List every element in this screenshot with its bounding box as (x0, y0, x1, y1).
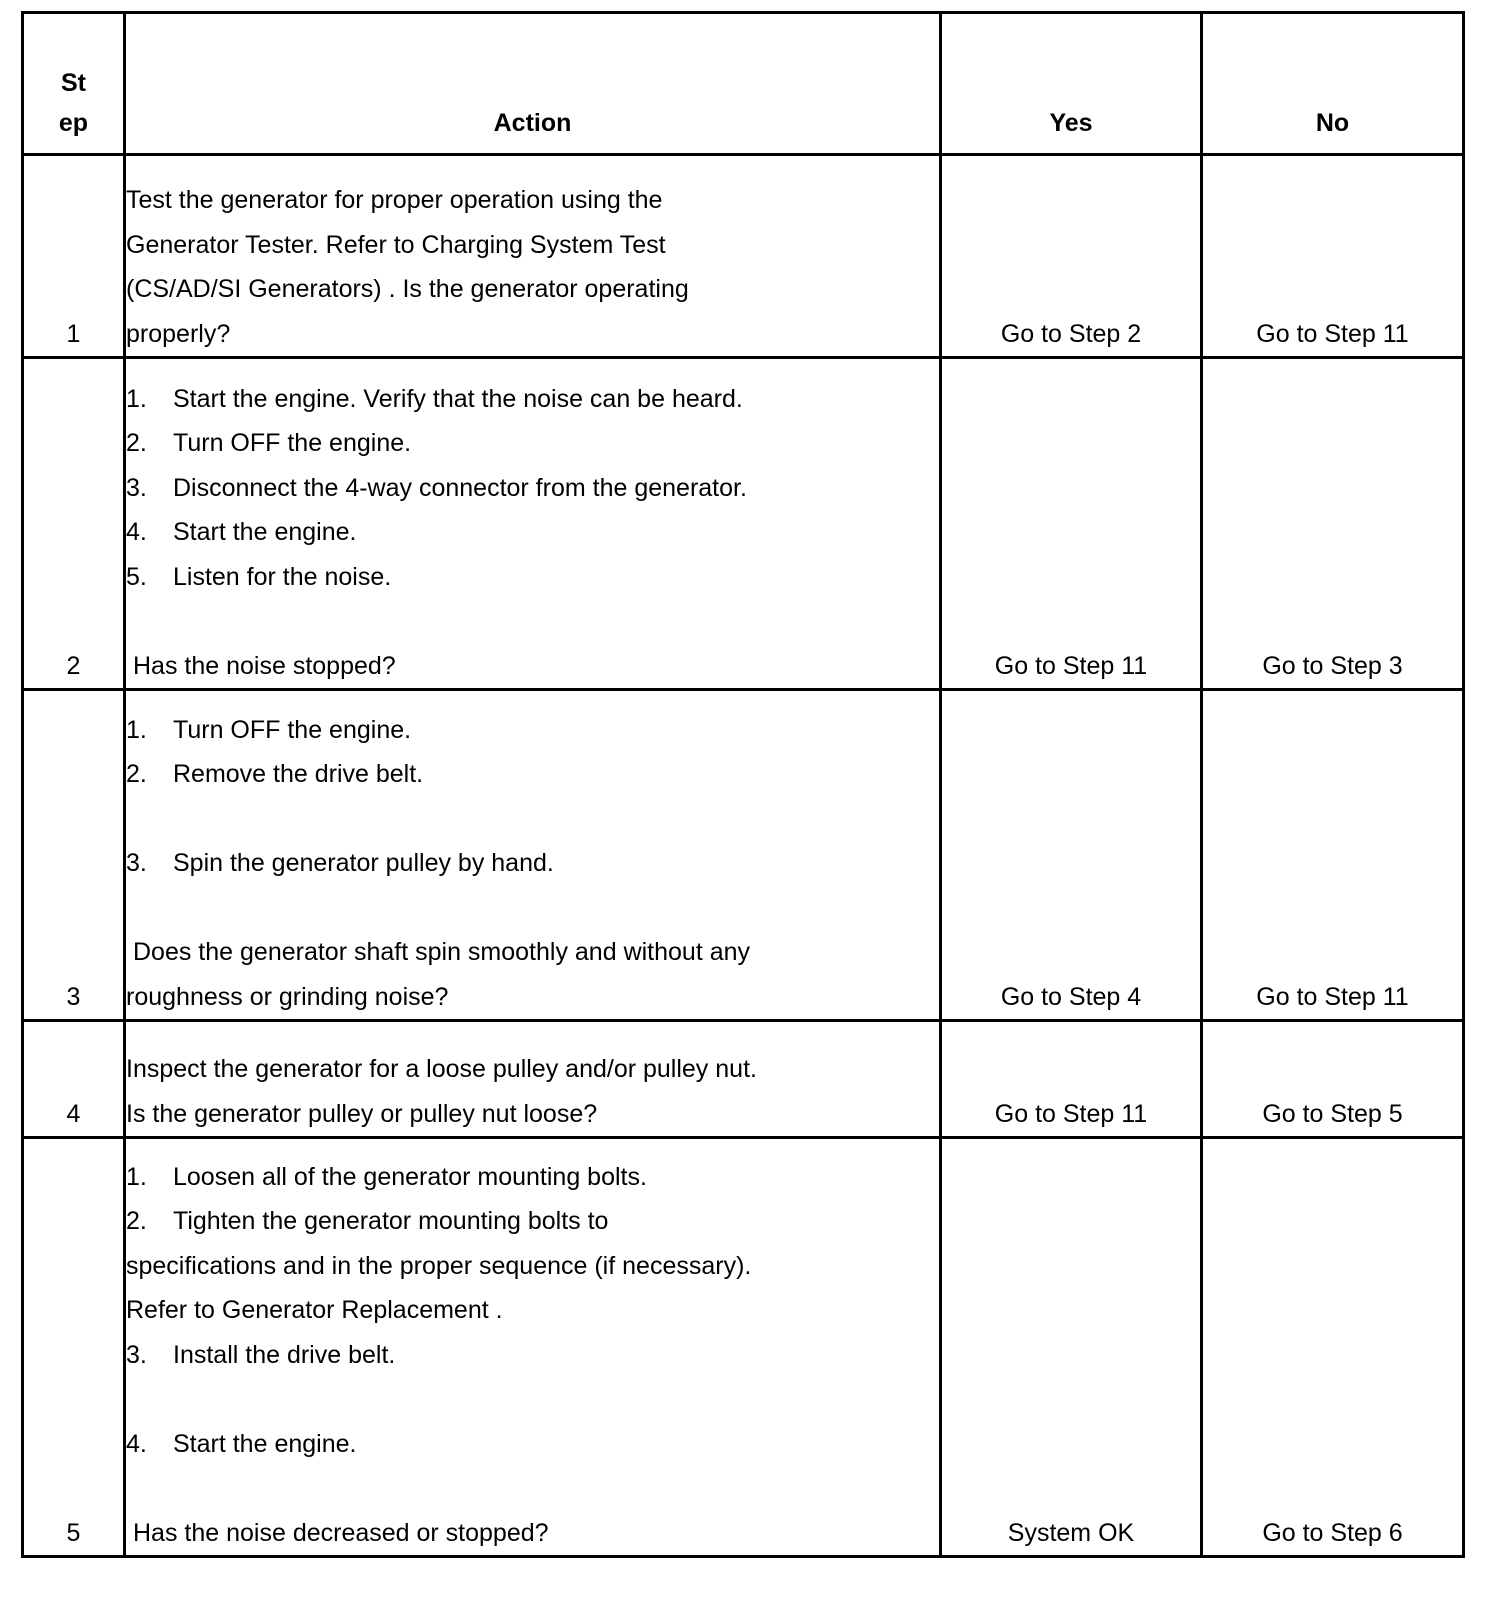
header-yes: Yes (941, 13, 1202, 155)
yes-cell: Go to Step 11 (941, 358, 1202, 690)
table-row (23, 155, 1464, 358)
header-row (23, 13, 1464, 155)
list-item: 3. Disconnect the 4-way connector from the generator. (126, 473, 747, 502)
no-cell: Go to Step 5 (1202, 1021, 1464, 1138)
header-action: Action (125, 13, 941, 155)
step-number: 2 (23, 358, 125, 690)
action-cell: Test the generator for proper operation using the Generator Tester. Refer to Charging System Test (CS/AD/SI Generators) . Is the generator operating properly? (125, 155, 941, 358)
table-row (23, 358, 1464, 690)
list-item: 3. Install the drive belt. (126, 1340, 396, 1369)
action-cell: Inspect the generator for a loose pulley and/or pulley nut. Is the generator pulley or pulley nut loose? (125, 1021, 941, 1138)
diagnostic-table (21, 11, 1465, 1558)
no-cell: Go to Step 11 (1202, 690, 1464, 1021)
header-step: St ep (23, 13, 125, 155)
list-item: 1. Start the engine. Verify that the noise can be heard. (126, 384, 743, 413)
table-row (23, 1021, 1464, 1138)
no-cell: Go to Step 3 (1202, 358, 1464, 690)
table-row (23, 1138, 1464, 1557)
list-item: 1. Turn OFF the engine. (126, 715, 412, 744)
yes-cell: Go to Step 11 (941, 1021, 1202, 1138)
question-text: Has the noise decreased or stopped? (133, 1518, 549, 1547)
list-item: 2. Tighten the generator mounting bolts to (126, 1207, 609, 1235)
step-number: 3 (23, 690, 125, 1021)
question-text: Has the noise stopped? (133, 651, 396, 680)
list-item: 5. Listen for the noise. (126, 562, 392, 591)
question-text: roughness or grinding noise? (126, 982, 449, 1011)
no-cell: Go to Step 6 (1202, 1138, 1464, 1557)
yes-cell: Go to Step 2 (941, 155, 1202, 358)
list-item: 2. Turn OFF the engine. (126, 429, 412, 457)
list-item: 4. Start the engine. (126, 518, 357, 546)
list-item: 2. Remove the drive belt. (126, 760, 424, 788)
action-cell (125, 690, 941, 1021)
action-cell: 1. Loosen all of the generator mounting bolts. 2. Tighten the generator mounting bolts to specifications and in the proper sequence (if necessary). Refer to Generator Replacement . 3. Install the drive belt. 4. Start the engine. Has the noise decreased or stopped? (125, 1138, 941, 1557)
list-item: 3. Spin the generator pulley by hand. (126, 849, 554, 877)
step-number: 5 (23, 1138, 125, 1557)
step-number: 1 (23, 155, 125, 358)
list-item: 4. Start the engine. (126, 1429, 357, 1458)
list-item: 1. Loosen all of the generator mounting bolts. (126, 1162, 647, 1191)
table-row (23, 690, 1464, 1021)
question-text: Does the generator shaft spin smoothly and without any (133, 938, 751, 966)
no-cell: Go to Step 11 (1202, 155, 1464, 358)
action-cell (125, 358, 941, 690)
yes-cell: Go to Step 4 (941, 690, 1202, 1021)
header-no: No (1202, 13, 1464, 155)
step-number: 4 (23, 1021, 125, 1138)
yes-cell: System OK (941, 1138, 1202, 1557)
